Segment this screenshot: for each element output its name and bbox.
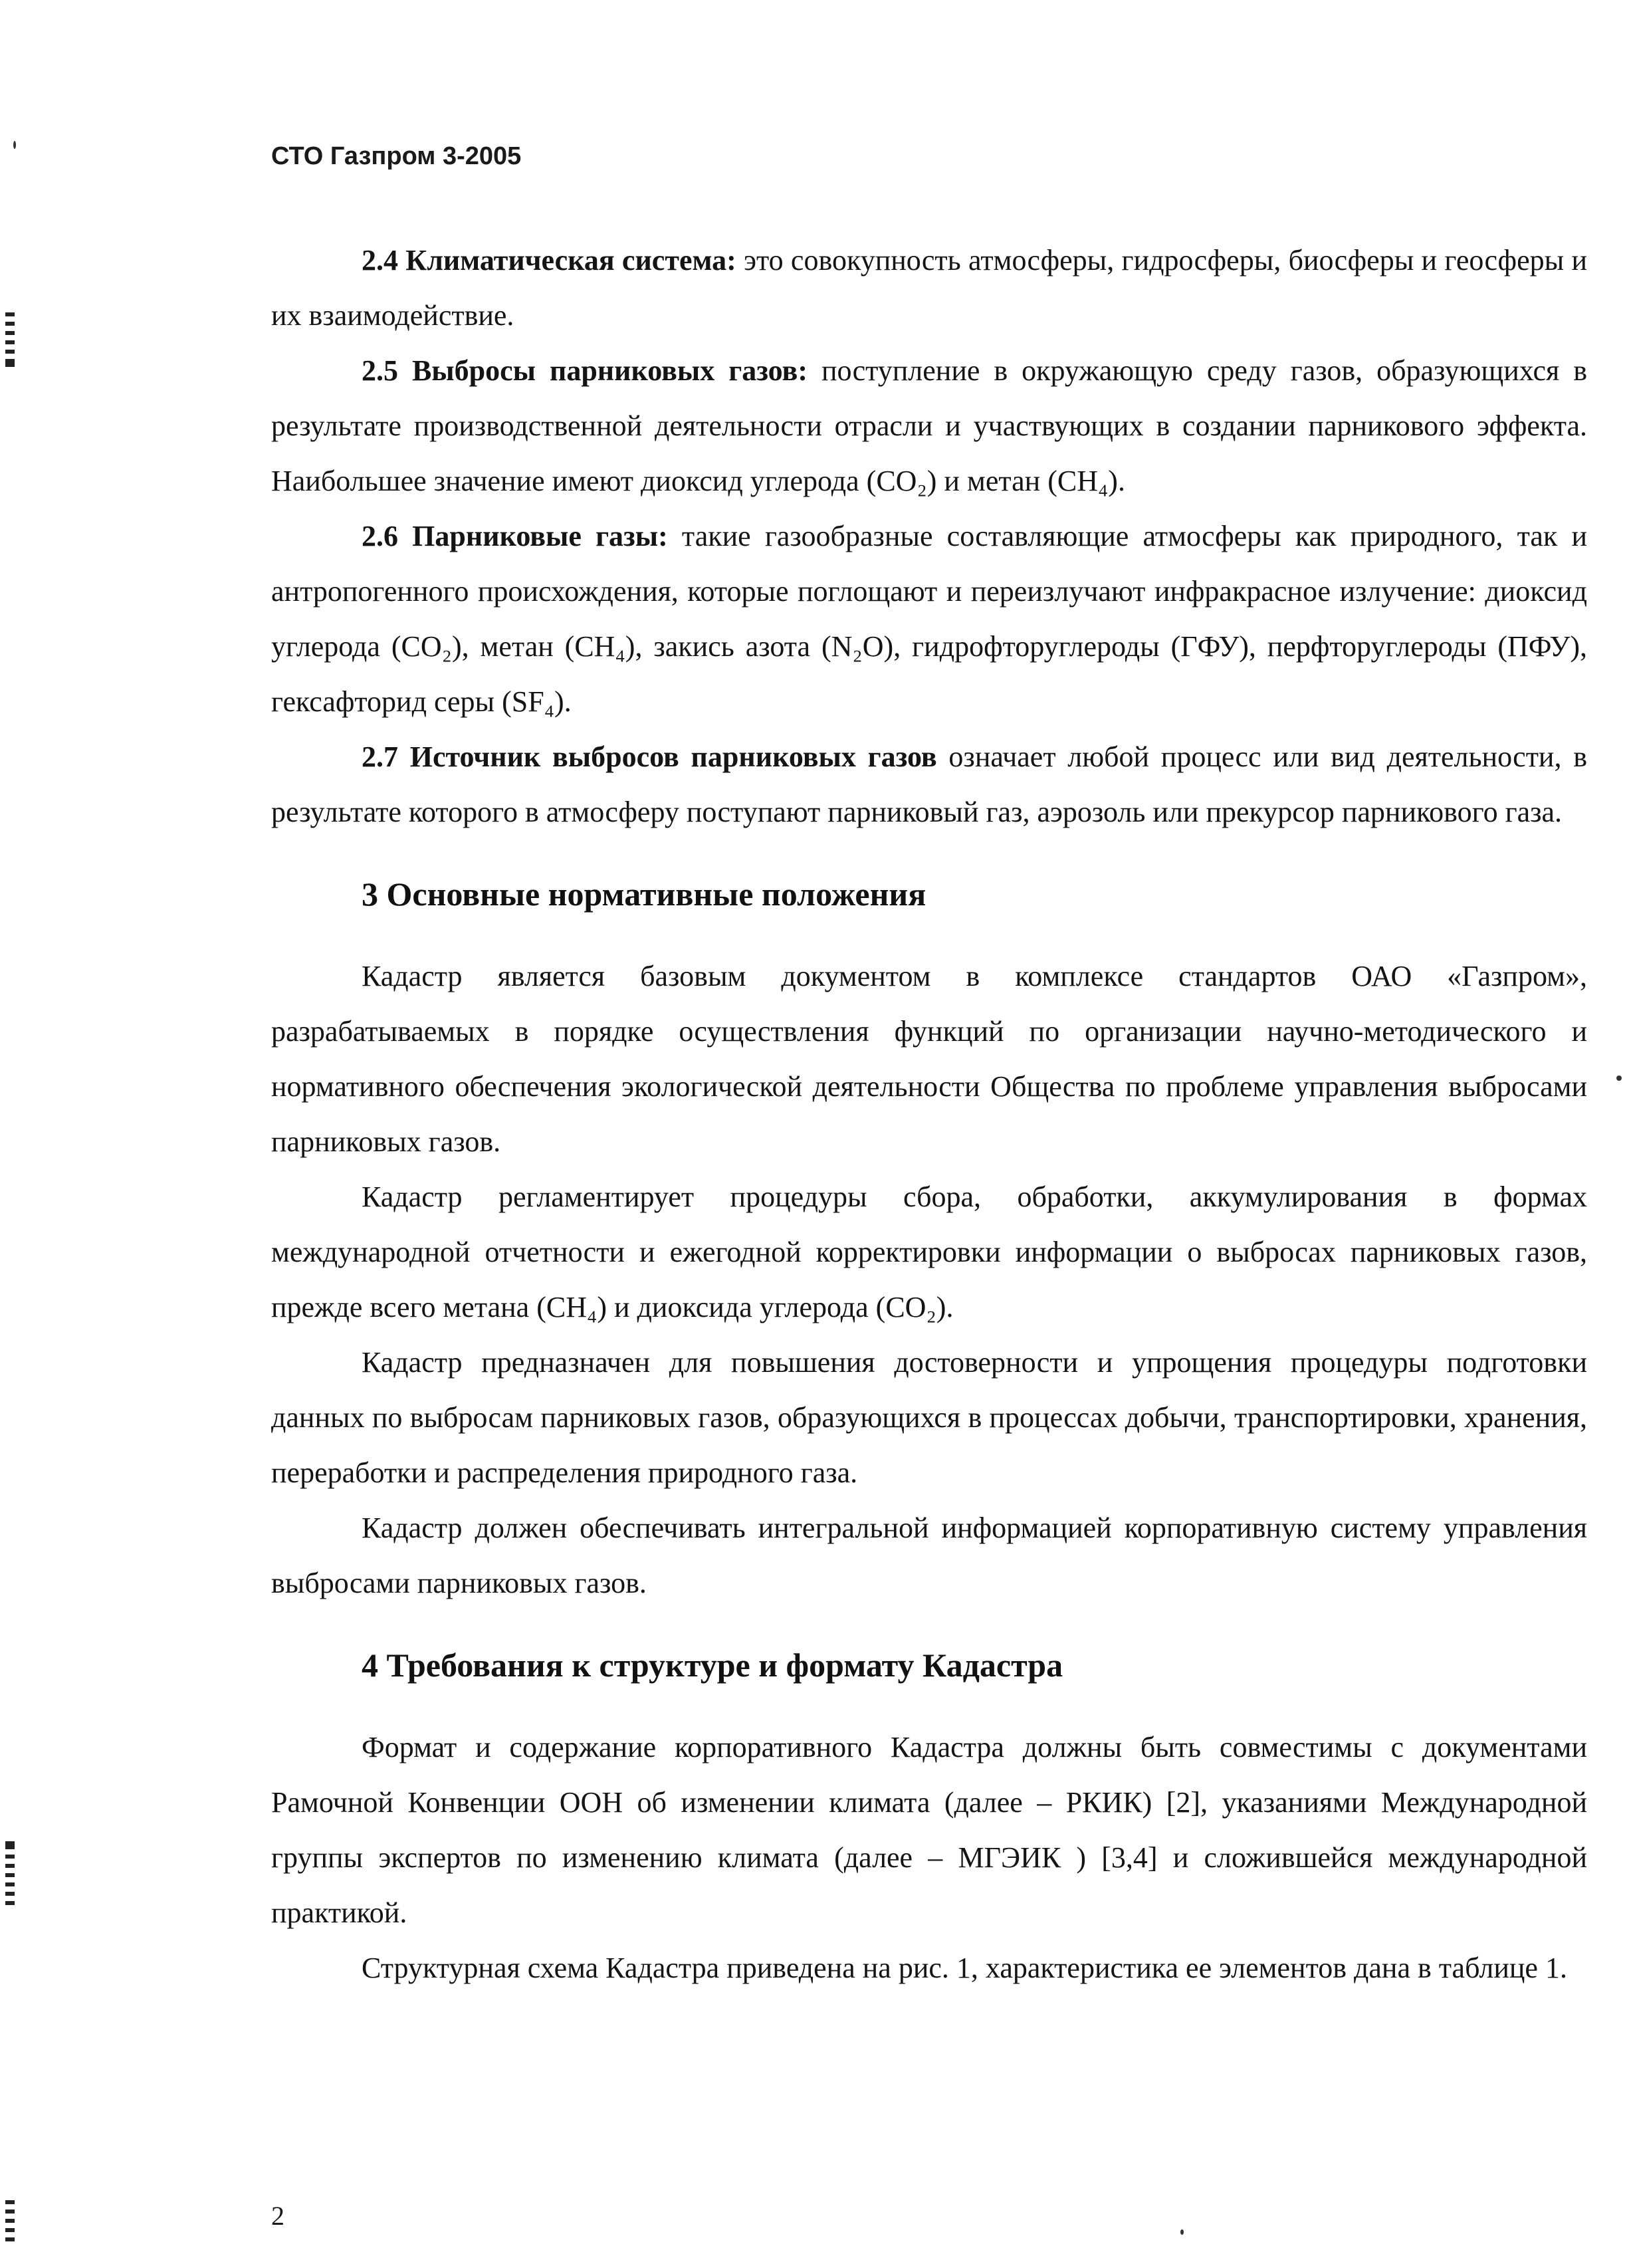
section-3-heading: 3 Основные нормативные положения — [362, 875, 926, 913]
definition-2-5 — [271, 343, 1587, 509]
definition-term: 2.5 Выбросы парниковых газов: — [362, 354, 808, 387]
page-number: 2 — [271, 2201, 284, 2231]
section-3-paragraph: Кадастр должен обеспечивать интегральной информацией корпоративную систему управления выбросами парниковых газов. — [271, 1512, 1587, 1599]
definition-2-7 — [271, 729, 1587, 840]
section-3-paragraph: Кадастр является базовым документом в комплексе стандартов ОАО «Газпром», разрабатываемых в порядке осуществления функций по организации научно-методического и нормативного обеспечения экологической деятельности Общества по проблеме управления выбросами парниковых газов. — [271, 960, 1587, 1158]
definition-text: поступление в окружающую среду газов, образующихся в результате производственной деятельности отрасли и участвующих в создании парникового эффекта. Наибольшее значение имеют диоксид углерода (CO₂) и метан (CH₄). — [271, 354, 1588, 497]
scan-margin-marks-bottom — [5, 1841, 15, 1905]
document-header: СТО Газпром 3-2005 — [271, 142, 522, 170]
definition-term: 2.4 Климатическая система: — [362, 244, 736, 277]
definition-2-4 — [271, 233, 1587, 343]
definition-term: 2.6 Парниковые газы: — [362, 520, 668, 552]
scan-margin-marks-top — [5, 312, 15, 367]
definition-text: это совокупность атмосферы, гидросферы, биосферы и геосферы и их взаимодействие. — [271, 244, 1588, 332]
scan-speck — [1616, 1076, 1622, 1081]
scan-margin-marks-footer — [5, 2200, 15, 2241]
section-4-paragraph: Структурная схема Кадастра приведена на рис. 1, характеристика ее элементов дана в таблице 1. — [362, 1952, 1567, 1984]
section-4-paragraph: Формат и содержание корпоративного Кадастра должны быть совместимы с документами Рамочной Конвенции ООН об изменении климата (далее – РКИК) [2], указаниями Международной группы экспертов по изменению климата (далее – МГЭИК ) [3,4] и сложившейся международной практикой. — [271, 1731, 1587, 1929]
document-body — [271, 233, 1587, 1995]
definition-text: означает любой процесс или вид деятельности, в результате которого в атмосферу поступают парниковый газ, аэрозоль или прекурсор парникового газа. — [271, 740, 1587, 828]
definition-2-6 — [271, 509, 1587, 729]
scan-speck — [13, 141, 16, 149]
definition-text: такие газообразные составляющие атмосферы как природного, так и антропогенного происхождения, которые поглощают и переизлучают инфракрасное излучение: диоксид углерода (CO₂), метан (CH₄), закись азота (N₂O), гидрофторуглероды (ГФУ), перфторуглероды (ПФУ), гексафторид серы (SF₄). — [271, 520, 1587, 718]
section-3-paragraph: Кадастр предназначен для повышения достоверности и упрощения процедуры подготовки данных по выбросам парниковых газов, образующихся в процессах добычи, транспортировки, хранения, переработки и распределения природного газа. — [271, 1346, 1587, 1489]
section-3-paragraph: Кадастр регламентирует процедуры сбора, обработки, аккумулирования в формах международной отчетности и ежегодной корректировки информации о выбросах парниковых газов, прежде всего метана (CH₄) и диоксида углерода (CO₂). — [271, 1181, 1587, 1323]
scan-speck — [1180, 2229, 1184, 2235]
section-4-heading: 4 Требования к структуре и формату Кадастра — [362, 1646, 1063, 1684]
definition-term: 2.7 Источник выбросов парниковых газов — [362, 740, 937, 773]
